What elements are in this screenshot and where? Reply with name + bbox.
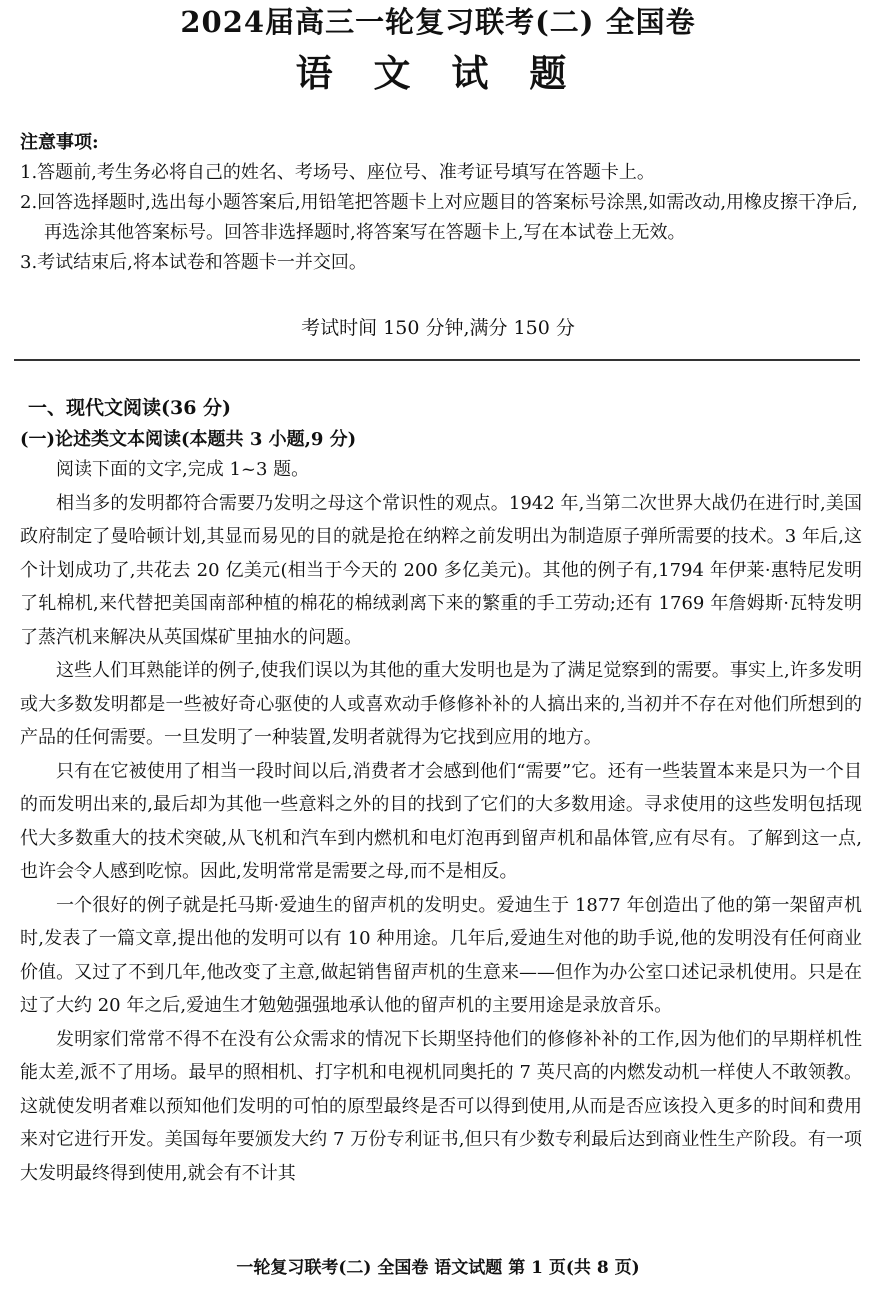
subject-title: 语 文 试 题 [295, 51, 581, 95]
notice-block [20, 128, 865, 278]
section-title: 一、现代文阅读(36 分) [28, 397, 232, 419]
subsection-title: (一)论述类文本阅读(本题共 3 小题,9 分) [20, 429, 357, 450]
passage-paragraph-5: 发明家们常常不得不在没有公众需求的情况下长期坚持他们的修修补补的工作,因为他们的早期样机性能太差,派不了用场。最早的照相机、打字机和电视机同奥托的 7 英尺高的内燃发动机一样使人不敢领教。这就使发明者难以预知他们发明的可怕的原型最终是否可以得到使用,从而是否应该投入更多的时间和费用来对它进行开发。美国每年要颁发大约 7 万份专利证书,但只有少数专利最后达到商业性生产阶段。有一项大发明最终得到使用,就会有不计其 [20, 1028, 862, 1184]
notice-heading: 注意事项: [20, 132, 99, 153]
instruction-text: 阅读下面的文字,完成 1~3 题。 [56, 459, 310, 480]
divider-line [14, 359, 860, 361]
notice-item-2: 2.回答选择题时,选出每小题答案后,用铅笔把答题卡上对应题目的答案标号涂黑,如需改动,用橡皮擦干净后,再选涂其他答案标号。回答非选择题时,将答案写在答题卡上,写在本试卷上无效。 [20, 192, 858, 243]
passage-paragraph-1: 相当多的发明都符合需要乃发明之母这个常识性的观点。1942 年,当第二次世界大战仍在进行时,美国政府制定了曼哈顿计划,其显而易见的目的就是抢在纳粹之前发明出为制造原子弹所需要的技术。3 年后,这个计划成功了,共花去 20 亿美元(相当于今天的 200 多亿美元)。其他的例子有,1794 年伊莱·惠特尼发明了轧棉机,来代替把美国南部种植的棉花的棉绒剥离下来的繁重的手工劳动;还有 1769 年詹姆斯·瓦特发明了蒸汽机来解决从英国煤矿里抽水的问题。 [20, 492, 862, 648]
reading-passage [20, 453, 862, 1190]
exam-title: 2024届高三一轮复习联考(二) 全国卷 [180, 5, 696, 39]
passage-paragraph-4: 一个很好的例子就是托马斯·爱迪生的留声机的发明史。爱迪生于 1877 年创造出了他的第一架留声机时,发表了一篇文章,提出他的发明可以有 10 种用途。几年后,爱迪生对他的助手说,他的发明没有任何商业价值。又过了不到几年,他改变了主意,做起销售留声机的生意来——但作为办公室口述记录机使用。只是在过了大约 20 年之后,爱迪生才勉勉强强地承认他的留声机的主要用途是录放音乐。 [20, 894, 862, 1016]
page-footer: 一轮复习联考(二) 全国卷 语文试题 第 1 页(共 8 页) [236, 1258, 640, 1278]
passage-paragraph-2: 这些人们耳熟能详的例子,使我们误以为其他的重大发明也是为了满足觉察到的需要。事实上,许多发明或大多数发明都是一些被好奇心驱使的人或喜欢动手修修补补的人搞出来的,当初并不存在对他们所想到的产品的任何需要。一旦发明了一种装置,发明者就得为它找到应用的地方。 [20, 660, 862, 748]
exam-time: 考试时间 150 分钟,满分 150 分 [301, 317, 575, 339]
notice-item-1: 1.答题前,考生务必将自己的姓名、考场号、座位号、准考证号填写在答题卡上。 [20, 162, 655, 183]
notice-item-3: 3.考试结束后,将本试卷和答题卡一并交回。 [20, 252, 367, 273]
passage-paragraph-3: 只有在它被使用了相当一段时间以后,消费者才会感到他们“需要”它。还有一些装置本来是只为一个目的而发明出来的,最后却为其他一些意料之外的目的找到了它们的大多数用途。寻求使用的这些发明包括现代大多数重大的技术突破,从飞机和汽车到内燃机和电灯泡再到留声机和晶体管,应有尽有。了解到这一点,也许会令人感到吃惊。因此,发明常常是需要之母,而不是相反。 [20, 760, 862, 882]
